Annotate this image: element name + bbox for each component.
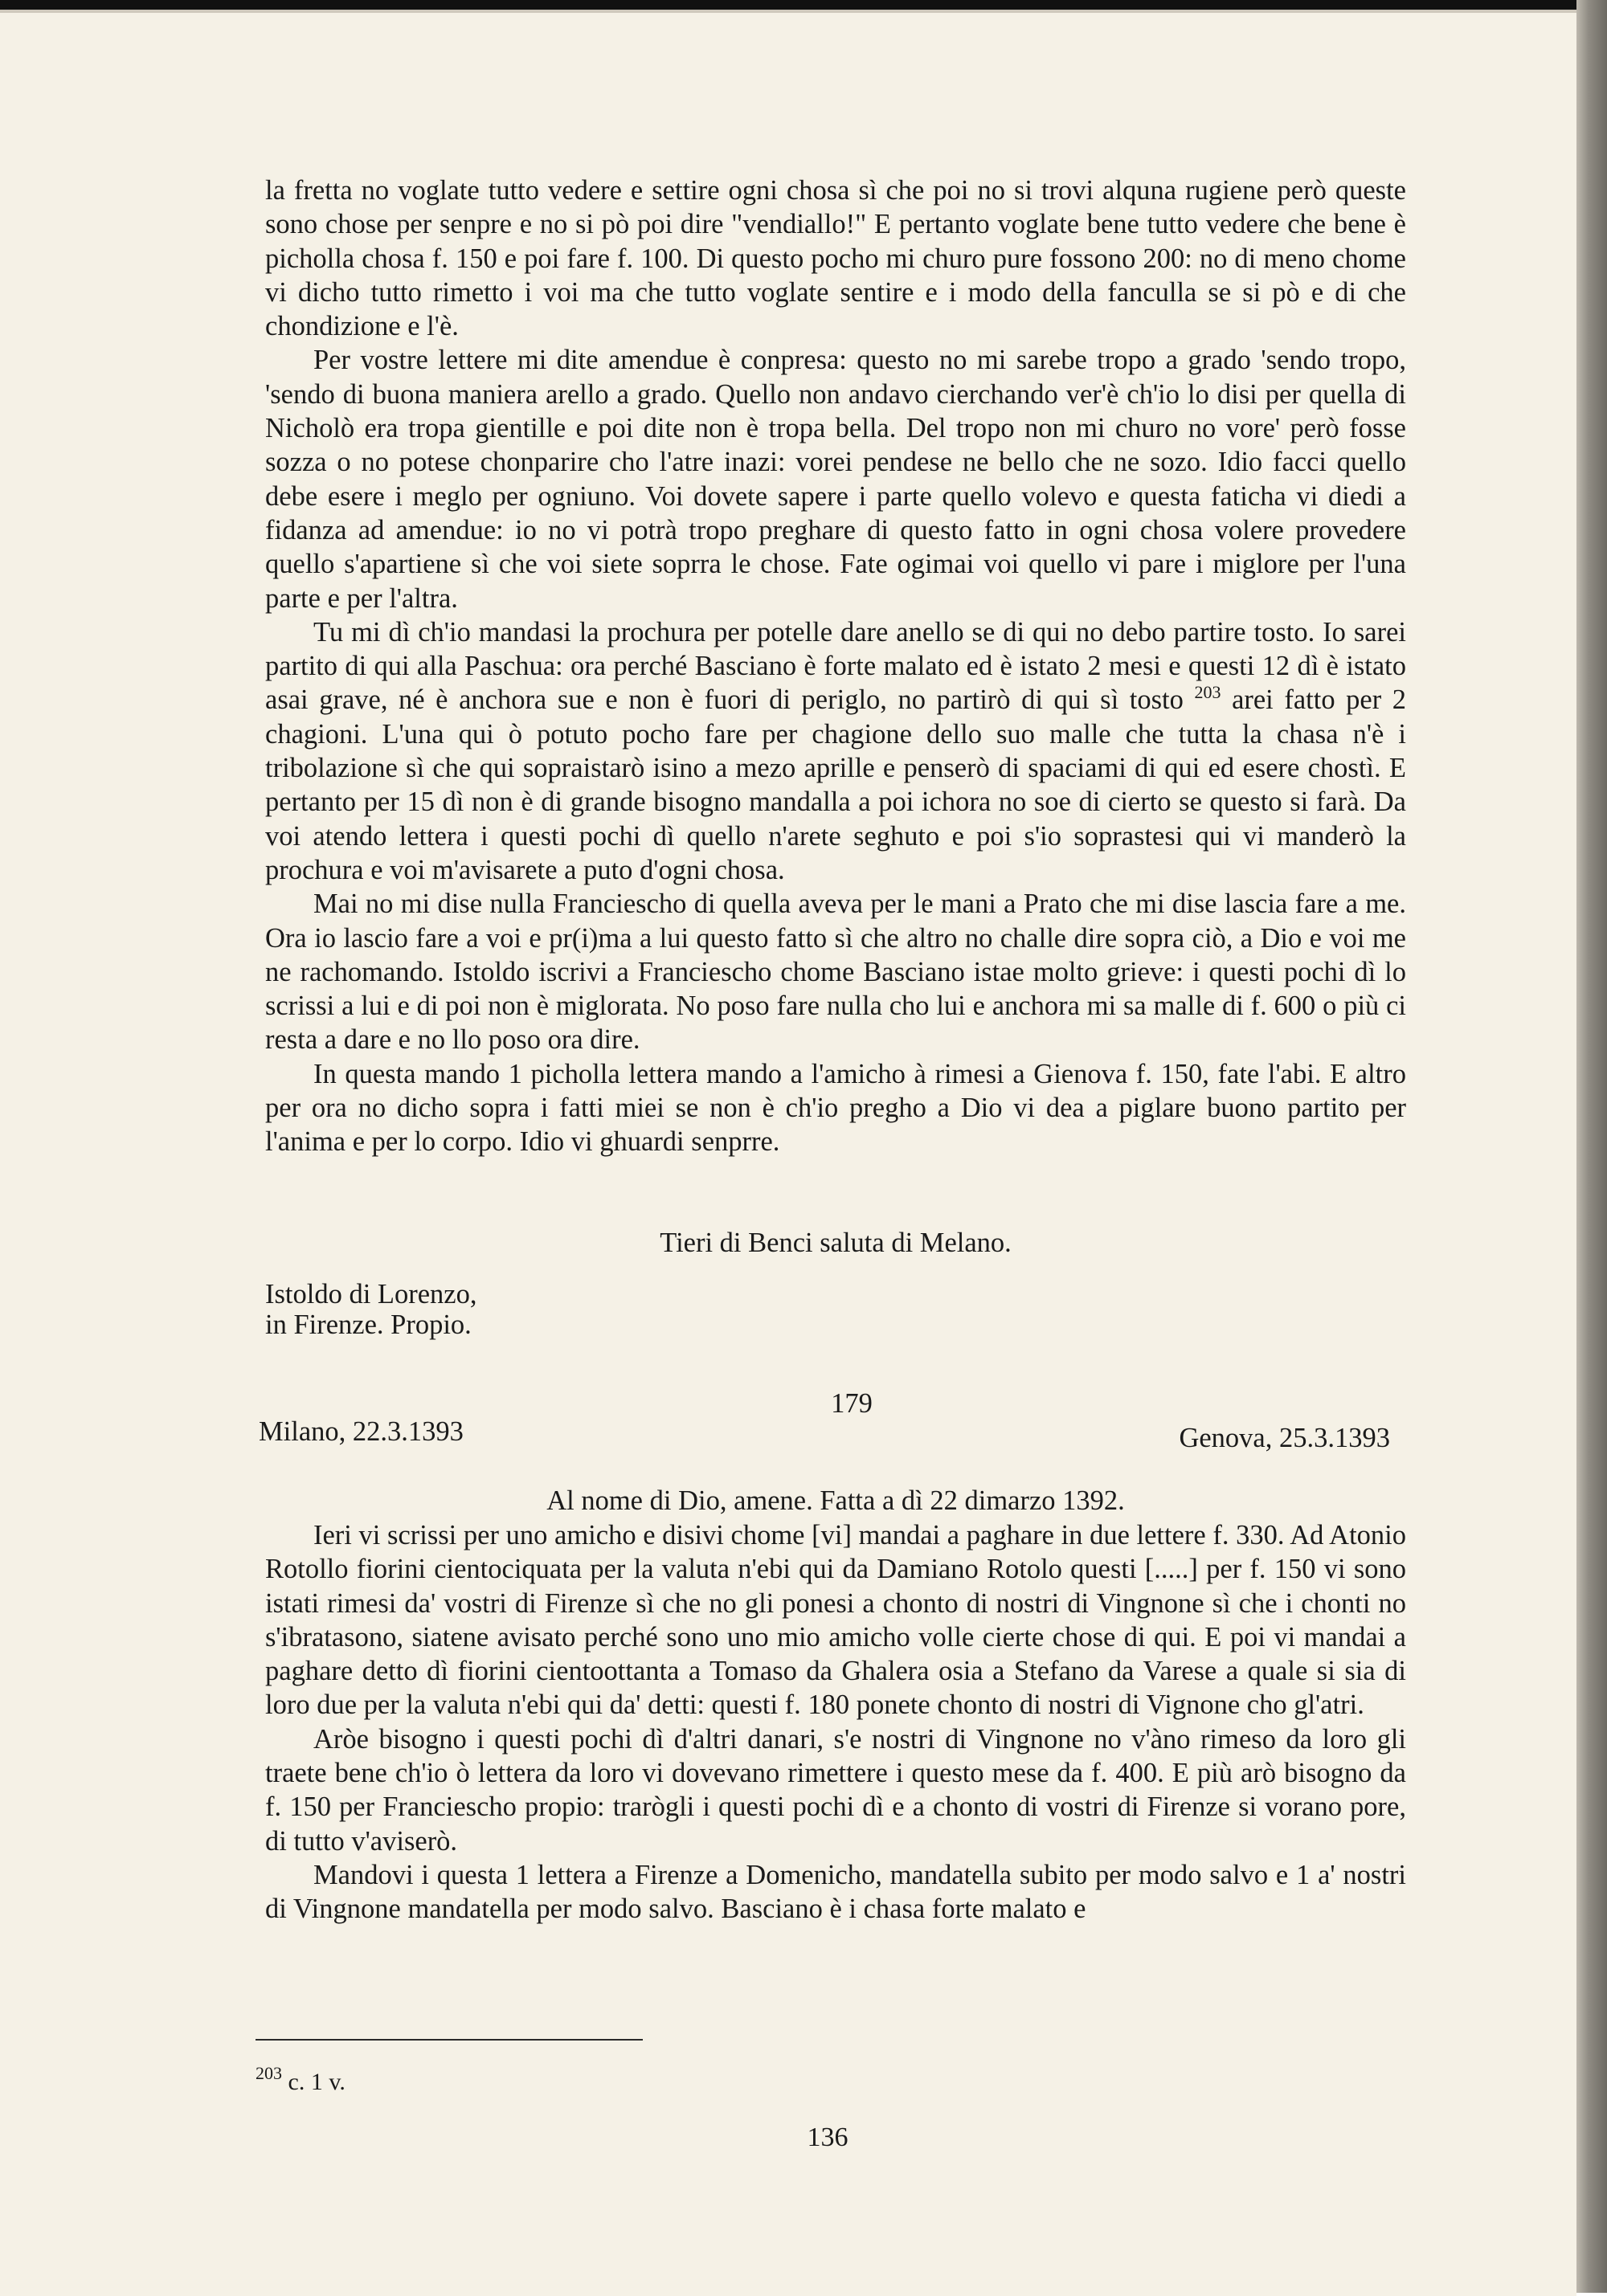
address-line: in Firenze. Propio.	[265, 1309, 472, 1340]
scan-top-edge	[0, 0, 1607, 10]
address-block	[265, 1279, 476, 1340]
paragraph: Per vostre lettere mi dite amendue è conpresa: questo no mi sarebe tropo a grado 'sendo tropo, 'sendo di buona maniera arello a grado. Quello non andavo cierchando ver'è ch'io lo disi per quella di Nicholò era tropa gientille e poi dite non è tropa bella. Del tropo non mi churo no vore' però fosse sozza o no potese chonparire cho l'atre inazi: vorei pendese ne bello che ne sozo. Idio facci quello debe esere i meglo per ogniuno. Voi dovete sapere i parte quello volevo e questa faticha vi diedi a fidanza ad amendue: io no vi potrà tropo preghare di questo fatto in ogni chosa volere provedere quello s'apartiene sì che voi siete soprra le chose. Fate ogimai voi quello vi pare i miglore per l'una parte e per l'altra.	[265, 345, 1406, 614]
footnote-reference[interactable]: 203	[1194, 682, 1221, 703]
letter-origin: Milano, 22.3.1393	[259, 1416, 464, 1447]
paragraph: la fretta no voglate tutto vedere e settire ogni chosa sì che poi no si trovi alquna rugiene però queste sono chose per senpre e no si pò poi dire "vendiallo!" E pertanto voglate bene tutto vedere che bene è picholla chosa f. 150 e poi fare f. 100. Di questo pocho mi churo pure fossono 200: no di meno chome vi dicho tutto rimetto i voi ma che tutto voglate sentire e i modo della fanculla se si pò e di che chondizione e l'è.	[265, 175, 1406, 342]
footnote-number: 203	[256, 2063, 282, 2083]
footnote-rule	[256, 2039, 643, 2041]
page-number: 136	[807, 2122, 848, 2152]
letter-top-body	[265, 174, 1406, 1159]
paragraph: In questa mando 1 picholla lettera mando a l'amicho à rimesi a Gienova f. 150, fate l'abi. E altro per ora no dicho sopra i fatti miei se non è ch'io pregho a Dio vi dea a piglare buono partito per l'anima e per lo corpo. Idio vi ghuardi senprre.	[265, 1058, 1406, 1158]
paragraph	[265, 615, 1406, 887]
book-spine	[1576, 0, 1607, 2293]
footnote-text: c. 1 v.	[288, 2069, 346, 2095]
address-line: Istoldo di Lorenzo,	[265, 1279, 477, 1309]
paragraph: Mandovi i questa 1 lettera a Firenze a Domenicho, mandatella subito per modo salvo e 1 a' nostri di Vingnone mandatella per modo salvo. Basciano è i chasa forte malato e	[265, 1859, 1406, 1925]
paragraph: Aròe bisogno i questi pochi dì d'altri danari, s'e nostri di Vingnone no v'àno rimeso da loro gli traete bene ch'io ò lettera da loro vi dovevano rimettere i questo mese da f. 400. E più arò bisogno da f. 150 per Franciescho propio: trarògli i questi pochi dì e a chonto di vostri di Firenze si vorano pore, di tutto v'aviserò.	[265, 1723, 1406, 1857]
footnote	[256, 2063, 346, 2096]
letter-destination: Genova, 25.3.1393	[1179, 1423, 1390, 1453]
letter-salutation: Al nome di Dio, amene. Fatta a dì 22 dimarzo 1392.	[546, 1485, 1125, 1516]
paragraph-text: Tu mi dì ch'io mandasi la prochura per potelle dare anello se di qui no debo partire tosto. Io sarei partito di qui alla Paschua: ora perché Basciano è forte malato ed è istato 2 mesi e questi 12 dì è istato asai grave, né è anchora sue e non è fuori di periglo, no partirò di qui sì tosto	[265, 616, 1406, 716]
paragraph: Ieri vi scrissi per uno amicho e disivi chome [vi] mandai a paghare in due lettere f. 330. Ad Atonio Rotollo fiorini cientociquata per la valuta n'ebi qui da Damiano Rotolo questi [.....] per f. 150 vi sono istati rimesi da' vostri di Firenze sì che no gli ponesi a chonto di nostri di Vingnone sì che i chonti no s'ibratasono, siatene avisato perché sono uno mio amicho volle cierte chose di qui. E poi vi mandai a paghare detto dì fiorini cientoottanta a Tomaso da Ghalera osia a Stefano da Varese a quale si sia di loro due per la valuta n'ebi qui da' detti: questi f. 180 ponete chonto di nostri di Vignone cho gl'atri.	[265, 1520, 1406, 1721]
letter-number: 179	[831, 1388, 873, 1419]
paragraph: Mai no mi dise nulla Franciescho di quella aveva per le mani a Prato che mi dise lascia fare a me. Ora io lascio fare a voi e pr(i)ma a lui questo fatto sì che altro no challe dire sopra ciò, a Dio e voi me ne rachomando. Istoldo iscrivi a Franciescho chome Basciano istae molto grieve: i questi pochi dì lo scrissi a lui e di poi non è miglorata. No poso fare nulla cho lui e anchora mi sa malle di f. 600 o più ci resta a dare e no llo poso ora dire.	[265, 889, 1406, 1056]
signature: Tieri di Benci saluta di Melano.	[660, 1228, 1012, 1258]
letter-179-body	[265, 1518, 1406, 1926]
paragraph-text: arei fatto per 2 chagioni. L'una qui ò potuto pocho fare per chagione dello suo malle che tutta la chasa n'è i tribolazione sì che qui sopraistarò isino a mezo aprille e penserò di spaciami di qui ed esere chostì. E pertanto per 15 dì non è di grande bisogno mandalla a poi ichora no soe di cierto se questo si farà. Da voi atendo lettera i questi pochi dì quello n'arete seghuto e poi s'io soprastesi qui vi manderò la prochura e voi m'avisarete a puto d'ogni chosa.	[265, 684, 1407, 885]
